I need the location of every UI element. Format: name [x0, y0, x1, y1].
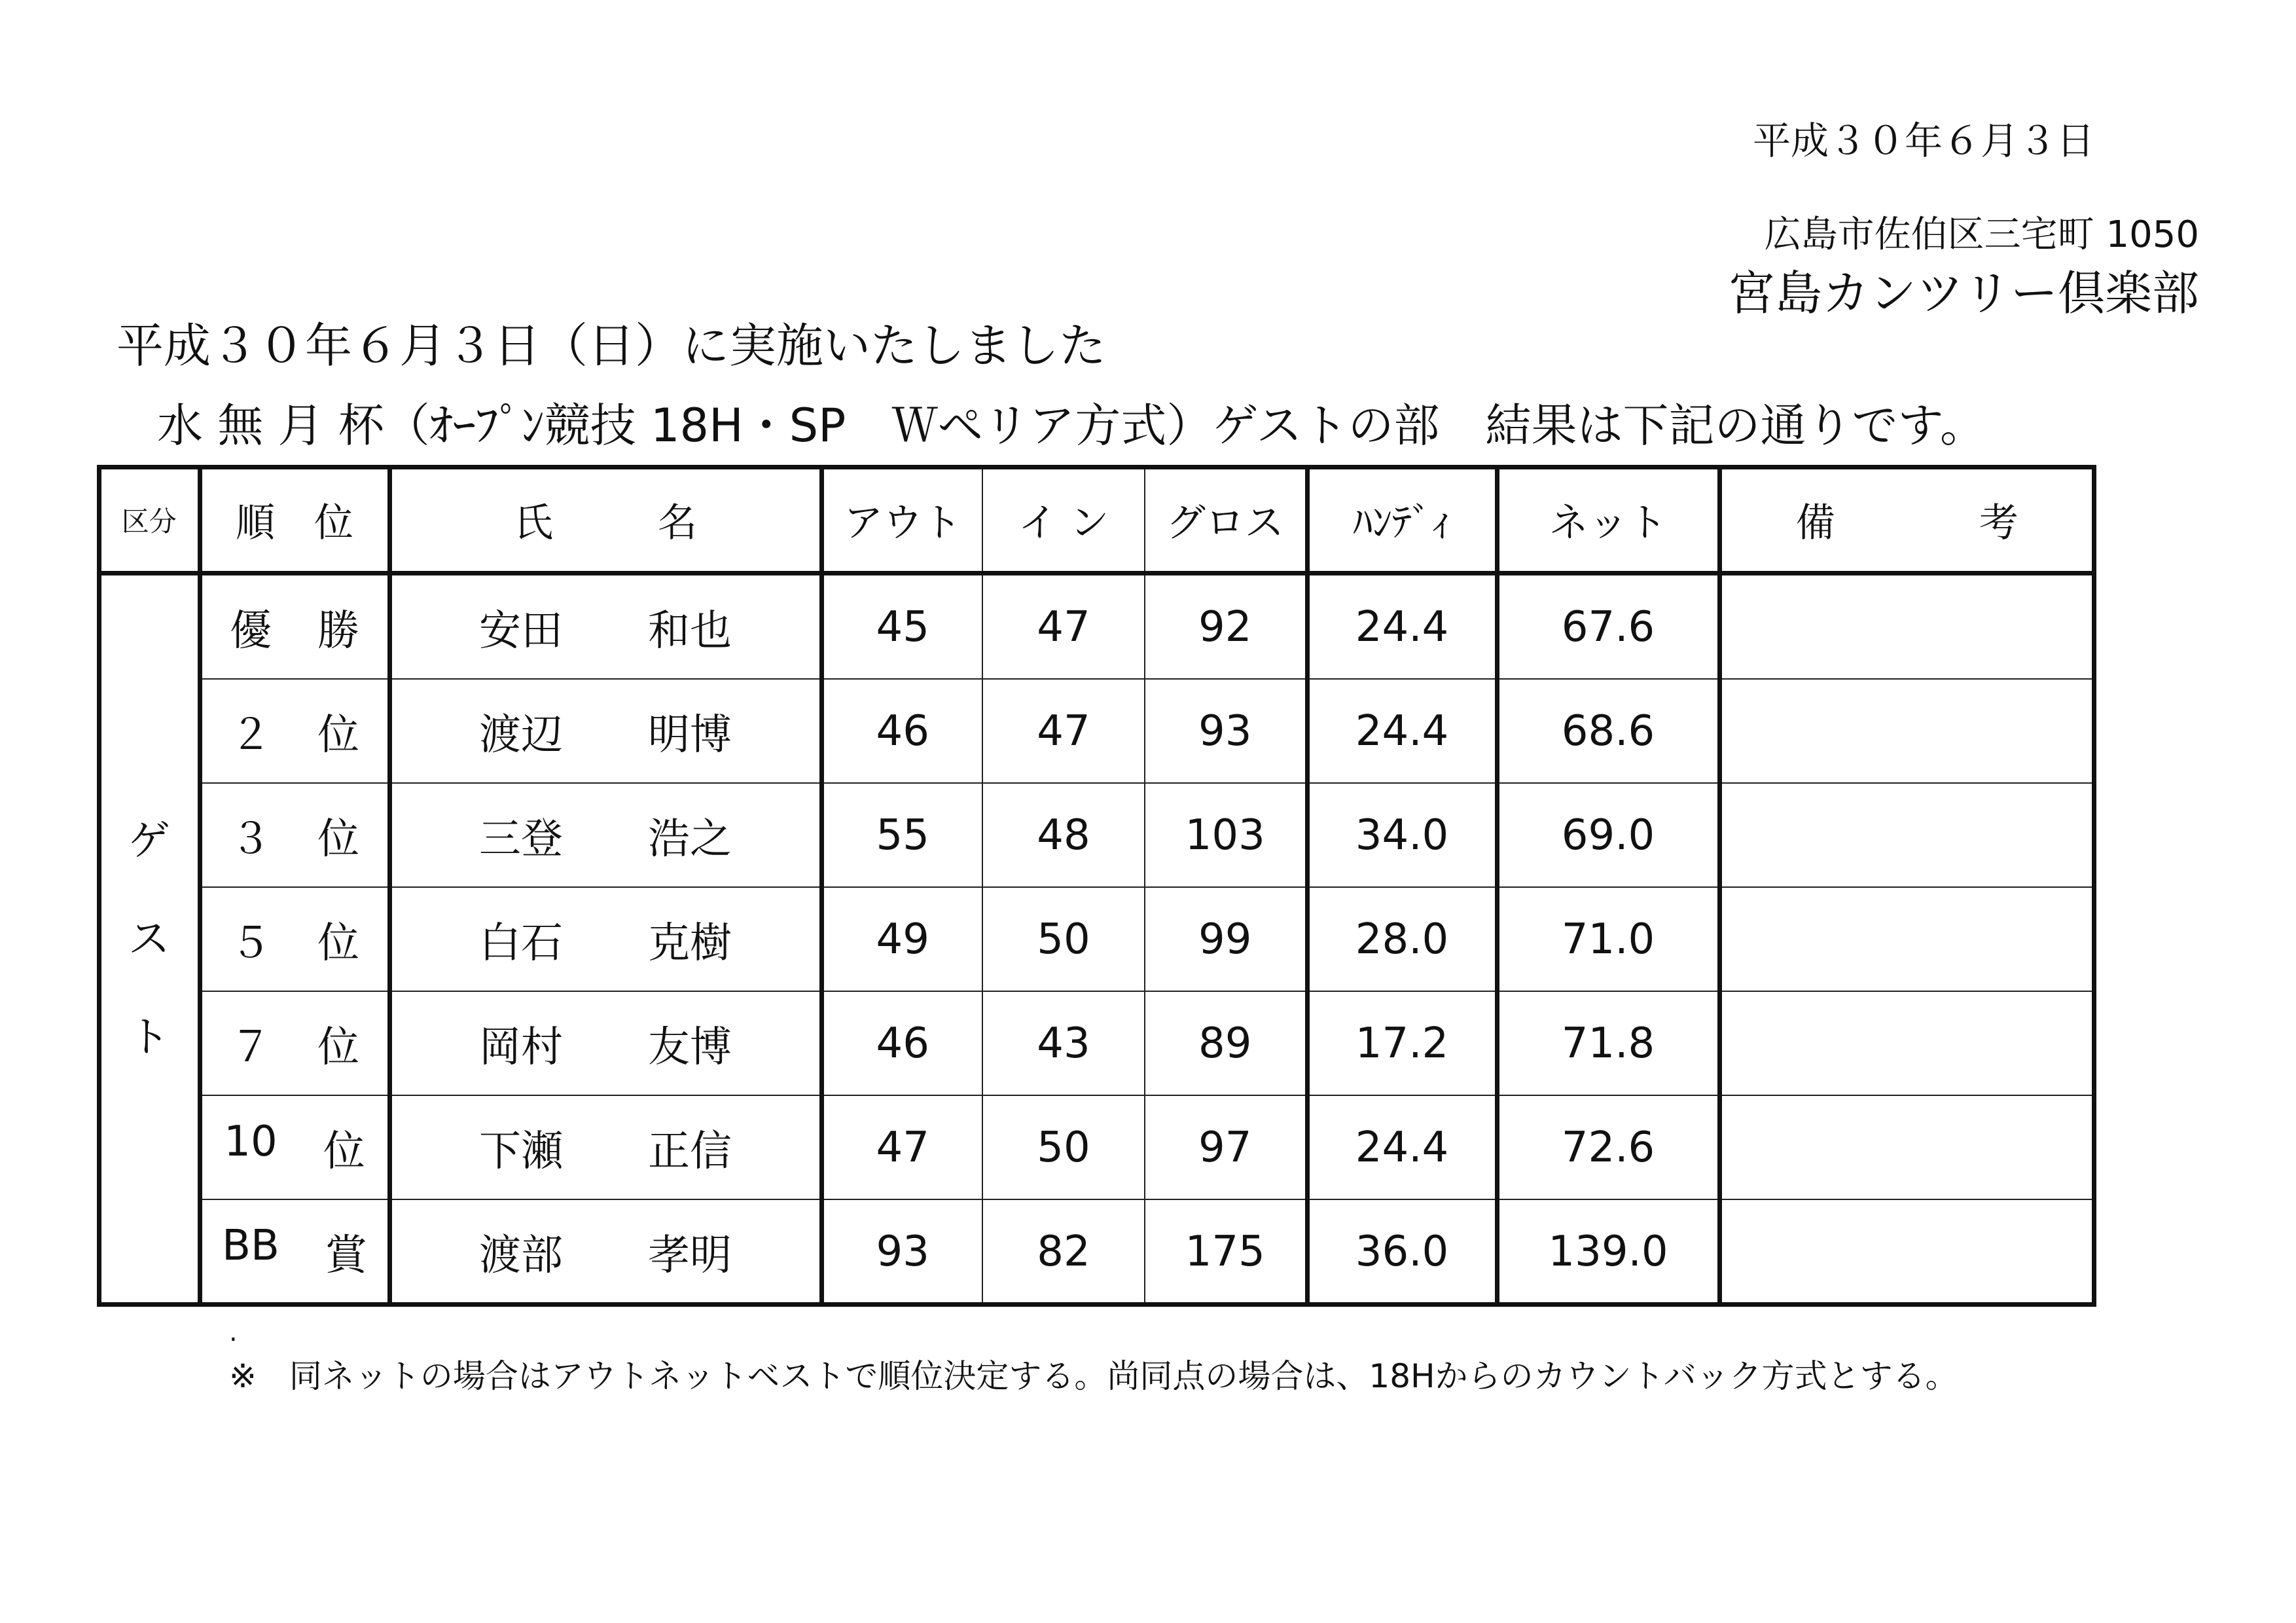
rank-cell — [200, 1095, 389, 1199]
in-score: 82 — [982, 1199, 1145, 1304]
category-guest-cell — [100, 574, 200, 1304]
rank-cell — [200, 887, 389, 991]
rank-cell — [200, 679, 389, 783]
club-address: 広島市佐伯区三宅町 1050 — [1764, 213, 2199, 256]
handicap-value: 17.2 — [1307, 991, 1497, 1095]
surname: 渡部 — [479, 1231, 563, 1280]
given-name: 正信 — [648, 1127, 732, 1176]
category-char: ス — [128, 915, 170, 964]
gross-score: 103 — [1145, 783, 1307, 887]
handicap-value: 24.4 — [1307, 1095, 1497, 1199]
in-score: 43 — [982, 991, 1145, 1095]
rank-cell — [200, 991, 389, 1095]
out-score: 45 — [821, 574, 982, 680]
out-score: 93 — [821, 1199, 982, 1304]
document-date: 平成３０年６月３日 — [1752, 119, 2094, 163]
remarks-cell — [1719, 783, 2093, 887]
category-char: ゲ — [128, 816, 170, 866]
out-score: 49 — [821, 887, 982, 991]
in-score: 48 — [982, 783, 1145, 887]
rank-cell — [200, 783, 389, 887]
rank-label: ７ — [230, 1023, 272, 1072]
header-in: イ ン — [982, 468, 1145, 574]
gross-score: 92 — [1145, 574, 1307, 680]
net-score: 71.0 — [1497, 887, 1719, 991]
gross-score: 97 — [1145, 1095, 1307, 1199]
net-score: 67.6 — [1497, 574, 1719, 680]
footnote: ※ 同ネットの場合はアウトネットベストで順位決定する。尚同点の場合は、18Hからのカウントバック方式とする。 — [229, 1357, 1958, 1395]
name-cell — [389, 1199, 821, 1304]
in-score: 50 — [982, 887, 1145, 991]
surname: 白石 — [479, 919, 563, 968]
remarks-cell — [1719, 991, 2093, 1095]
rank-suffix: 位 — [317, 814, 359, 864]
handicap-value: 24.4 — [1307, 679, 1497, 783]
rank-label: 10 — [224, 1117, 278, 1166]
gross-score: 175 — [1145, 1199, 1307, 1304]
header-gross: グロス — [1145, 468, 1307, 574]
handicap-value: 36.0 — [1307, 1199, 1497, 1304]
in-score: 50 — [982, 1095, 1145, 1199]
table-header-row — [100, 468, 2093, 574]
rank-suffix: 賞 — [325, 1231, 367, 1280]
handicap-value: 24.4 — [1307, 574, 1497, 680]
rank-cell — [200, 1199, 389, 1304]
results-table — [99, 467, 2094, 1304]
handicap-value: 28.0 — [1307, 887, 1497, 991]
table-row — [100, 1199, 2093, 1304]
header-remarks-part-1: 備 — [1795, 500, 1835, 546]
header-rank — [200, 468, 389, 574]
remarks-cell — [1719, 679, 2093, 783]
rank-cell — [200, 574, 389, 680]
header-net: ネット — [1497, 468, 1719, 574]
net-score: 69.0 — [1497, 783, 1719, 887]
out-score: 46 — [821, 991, 982, 1095]
rank-label: ２ — [230, 710, 272, 759]
table-row — [100, 991, 2093, 1095]
remarks-cell — [1719, 574, 2093, 680]
surname: 安田 — [479, 606, 563, 655]
table-row — [100, 783, 2093, 887]
header-remarks — [1719, 468, 2093, 574]
name-cell — [389, 887, 821, 991]
name-cell — [389, 991, 821, 1095]
handicap-value: 34.0 — [1307, 783, 1497, 887]
rank-label: ３ — [230, 814, 272, 864]
net-score: 71.8 — [1497, 991, 1719, 1095]
net-score: 68.6 — [1497, 679, 1719, 783]
footnote-dot: . — [229, 1317, 238, 1347]
name-cell — [389, 1095, 821, 1199]
remarks-cell — [1719, 887, 2093, 991]
table-row — [100, 679, 2093, 783]
in-score: 47 — [982, 574, 1145, 680]
header-handicap: ﾊﾝﾃﾞｨ — [1307, 468, 1497, 574]
rank-suffix: 勝 — [317, 606, 359, 655]
rank-suffix: 位 — [317, 710, 359, 759]
given-name: 和也 — [648, 606, 732, 655]
header-category: 区分 — [100, 468, 200, 574]
out-score: 47 — [821, 1095, 982, 1199]
out-score: 46 — [821, 679, 982, 783]
name-cell — [389, 783, 821, 887]
name-cell — [389, 679, 821, 783]
name-cell — [389, 574, 821, 680]
surname: 岡村 — [479, 1023, 563, 1072]
category-char: ト — [128, 1013, 170, 1062]
rank-suffix: 位 — [317, 919, 359, 968]
rank-label: ５ — [230, 919, 272, 968]
table-row — [100, 574, 2093, 680]
header-name — [389, 468, 821, 574]
surname: 下瀬 — [479, 1127, 563, 1176]
header-name-part-2: 名 — [658, 500, 697, 546]
remarks-cell — [1719, 1199, 2093, 1304]
out-score: 55 — [821, 783, 982, 887]
table-row — [100, 1095, 2093, 1199]
in-score: 47 — [982, 679, 1145, 783]
given-name: 友博 — [648, 1023, 732, 1072]
header-name-part-1: 氏 — [514, 500, 553, 546]
surname: 三登 — [479, 814, 563, 864]
table-row — [100, 887, 2093, 991]
rank-suffix: 位 — [317, 1023, 359, 1072]
header-out: アウト — [821, 468, 982, 574]
rank-label: 優 — [230, 606, 272, 655]
gross-score: 99 — [1145, 887, 1307, 991]
remarks-cell — [1719, 1095, 2093, 1199]
header-rank-part-2: 位 — [314, 500, 353, 546]
given-name: 明博 — [648, 710, 732, 759]
gross-score: 93 — [1145, 679, 1307, 783]
club-name: 宮島カンツリー倶楽部 — [1727, 266, 2199, 321]
net-score: 139.0 — [1497, 1199, 1719, 1304]
intro-line-1: 平成３０年６月３日（日）に実施いたしました — [117, 318, 1107, 373]
intro-line-2: 水 無 月 杯（ｵｰﾌﾟﾝ競技 18H・SP Ｗペリア方式）ゲストの部 結果は下記の通りです。 — [157, 399, 1986, 452]
surname: 渡辺 — [479, 710, 563, 759]
rank-label: BB — [222, 1221, 279, 1270]
header-rank-part-1: 順 — [236, 500, 275, 546]
header-remarks-part-2: 考 — [1979, 500, 2018, 546]
rank-suffix: 位 — [323, 1127, 365, 1176]
given-name: 孝明 — [648, 1231, 732, 1280]
given-name: 克樹 — [648, 919, 732, 968]
net-score: 72.6 — [1497, 1095, 1719, 1199]
gross-score: 89 — [1145, 991, 1307, 1095]
given-name: 浩之 — [648, 814, 732, 864]
